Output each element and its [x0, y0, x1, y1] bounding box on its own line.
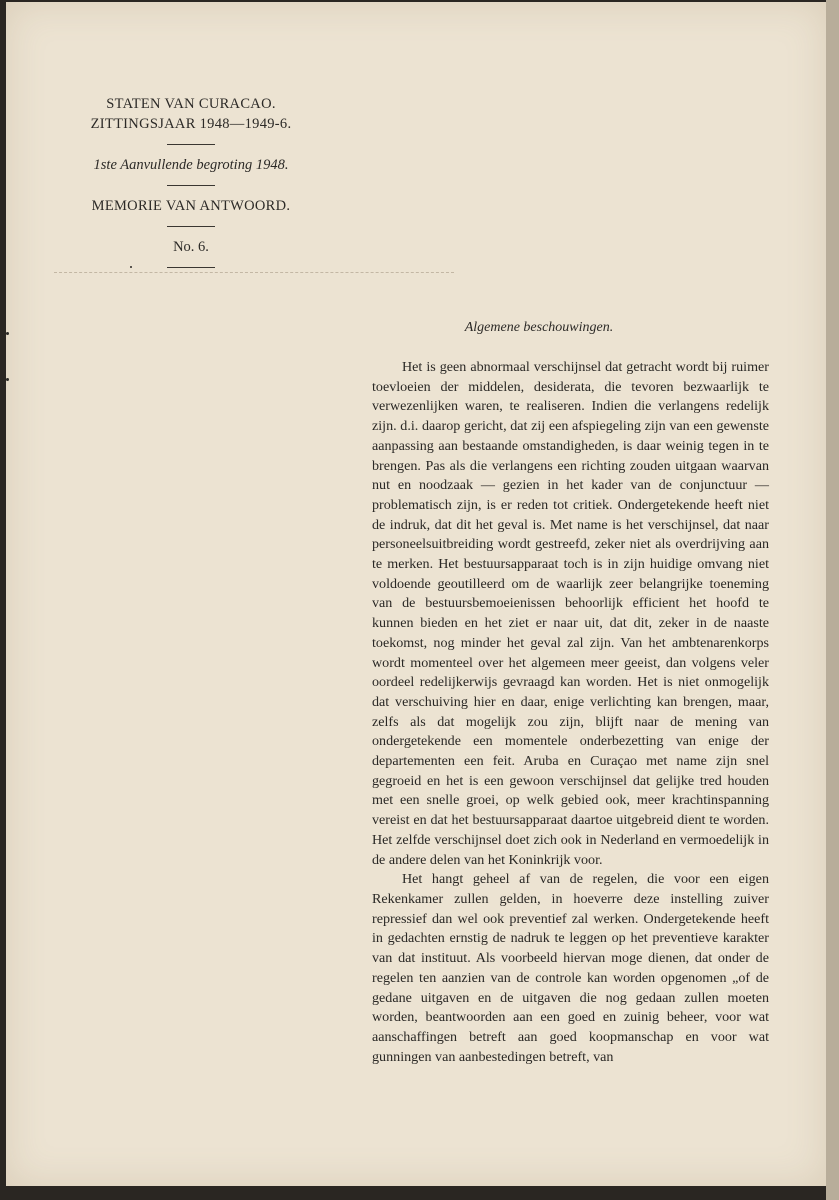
body-text — [372, 358, 769, 1067]
divider — [167, 185, 215, 186]
divider — [167, 226, 215, 227]
bleed-through-text — [476, 97, 796, 327]
header-subtitle: 1ste Aanvullende begroting 1948. — [93, 157, 289, 173]
margin-speck — [6, 378, 9, 381]
document-page — [6, 2, 826, 1186]
paragraph: Het is geen abnormaal verschijnsel dat getracht wordt bij ruimer toevloeien der middelen, desiderata, die tevoren bezwaarlijk te verwezenlijken waren, te realiseren. Indien die verlangens redelijk zijn. d.i. daarop gericht, dat zij een afspiegeling zijn van een gewenste aanpassing aan bestaande omstandigheden, is daar weinig tegen in te brengen. Pas als die verlangens een richting zouden uitgaan waarvan nut en noodzaak — gezien in het kader van de conjunctuur — problematisch zijn, is er reden tot critiek. Ondergetekende heeft niet de indruk, dat dit het geval is. Met name is het verschijnsel, dat naar personeelsuitbreiding wordt gestreefd, zeker niet als overdrijving aan te merken. Het bestuursapparaat toch is in zijn huidige omvang niet voldoende geoutilleerd om de waarlijk zeer belangrijke toeneming van de bestuursbemoeienissen behoorlijk efficient het hoofd te kunnen bieden en het ziet er naar uit, dat dit, zeker in de naaste toekomst, nog minder het geval zal zijn. Van het ambtenarenkorps wordt momenteel over het algemeen meer geeist, dan volgens veler oordeel redelijkerwijs gevraagd kan worden. Het is niet onmogelijk dat verschuiving hier en daar, enige verlichting kan brengen, maar, zelfs als dat mogelijk zou zijn, blijft naar de mening van ondergetekende een momentele onderbezetting van enige der departementen een feit. Aruba en Curaçao met name zijn snel gegroeid en het is een gewoon verschijnsel dat gelijke tred houden met een snelle groei, op welk gebied ook, meer krachtinspanning vereist en dat het bestuursapparaat daartoe uitgebreid dient te worden. Het zelfde verschijnsel doet zich ook in Nederland en vermoedelijk in de andere delen van het Koninkrijk voor. — [372, 359, 769, 868]
divider — [167, 267, 215, 268]
header-line-2: ZITTINGSJAAR 1948—1949-6. — [90, 116, 292, 132]
header-line-1: STATEN VAN CURACAO. — [106, 96, 276, 112]
divider — [167, 144, 215, 145]
paragraph: Het hangt geheel af van de regelen, die voor een eigen Rekenkamer zullen gelden, in hoeverre deze instelling zuiver repressief dan wel ook preventief zal werken. Ondergetekende heeft in gedachten ernstig de nadruk te leggen op het preventieve karakter van dat instituut. Als voorbeeld hiervan moge dienen, dat onder de regelen ten aanzien van de controle kan worden opgenomen „of de gedane uitgaven en de uitgaven die nog gedaan zullen moeten worden, beantwoorden aan een goed en zuinig beheer, voor wat aanschaffingen betreft aan goed koopmanschap en voor wat gunningen van aanbestedingen betreft, van — [372, 871, 769, 1065]
document-header — [66, 94, 316, 278]
faint-crease — [54, 272, 454, 273]
page-edge — [826, 0, 839, 1200]
header-title: MEMORIE VAN ANTWOORD. — [91, 198, 291, 214]
margin-speck — [6, 332, 9, 335]
section-title: Algemene beschouwingen. — [464, 320, 614, 335]
header-number: No. 6. — [173, 239, 209, 255]
margin-speck — [130, 266, 132, 268]
